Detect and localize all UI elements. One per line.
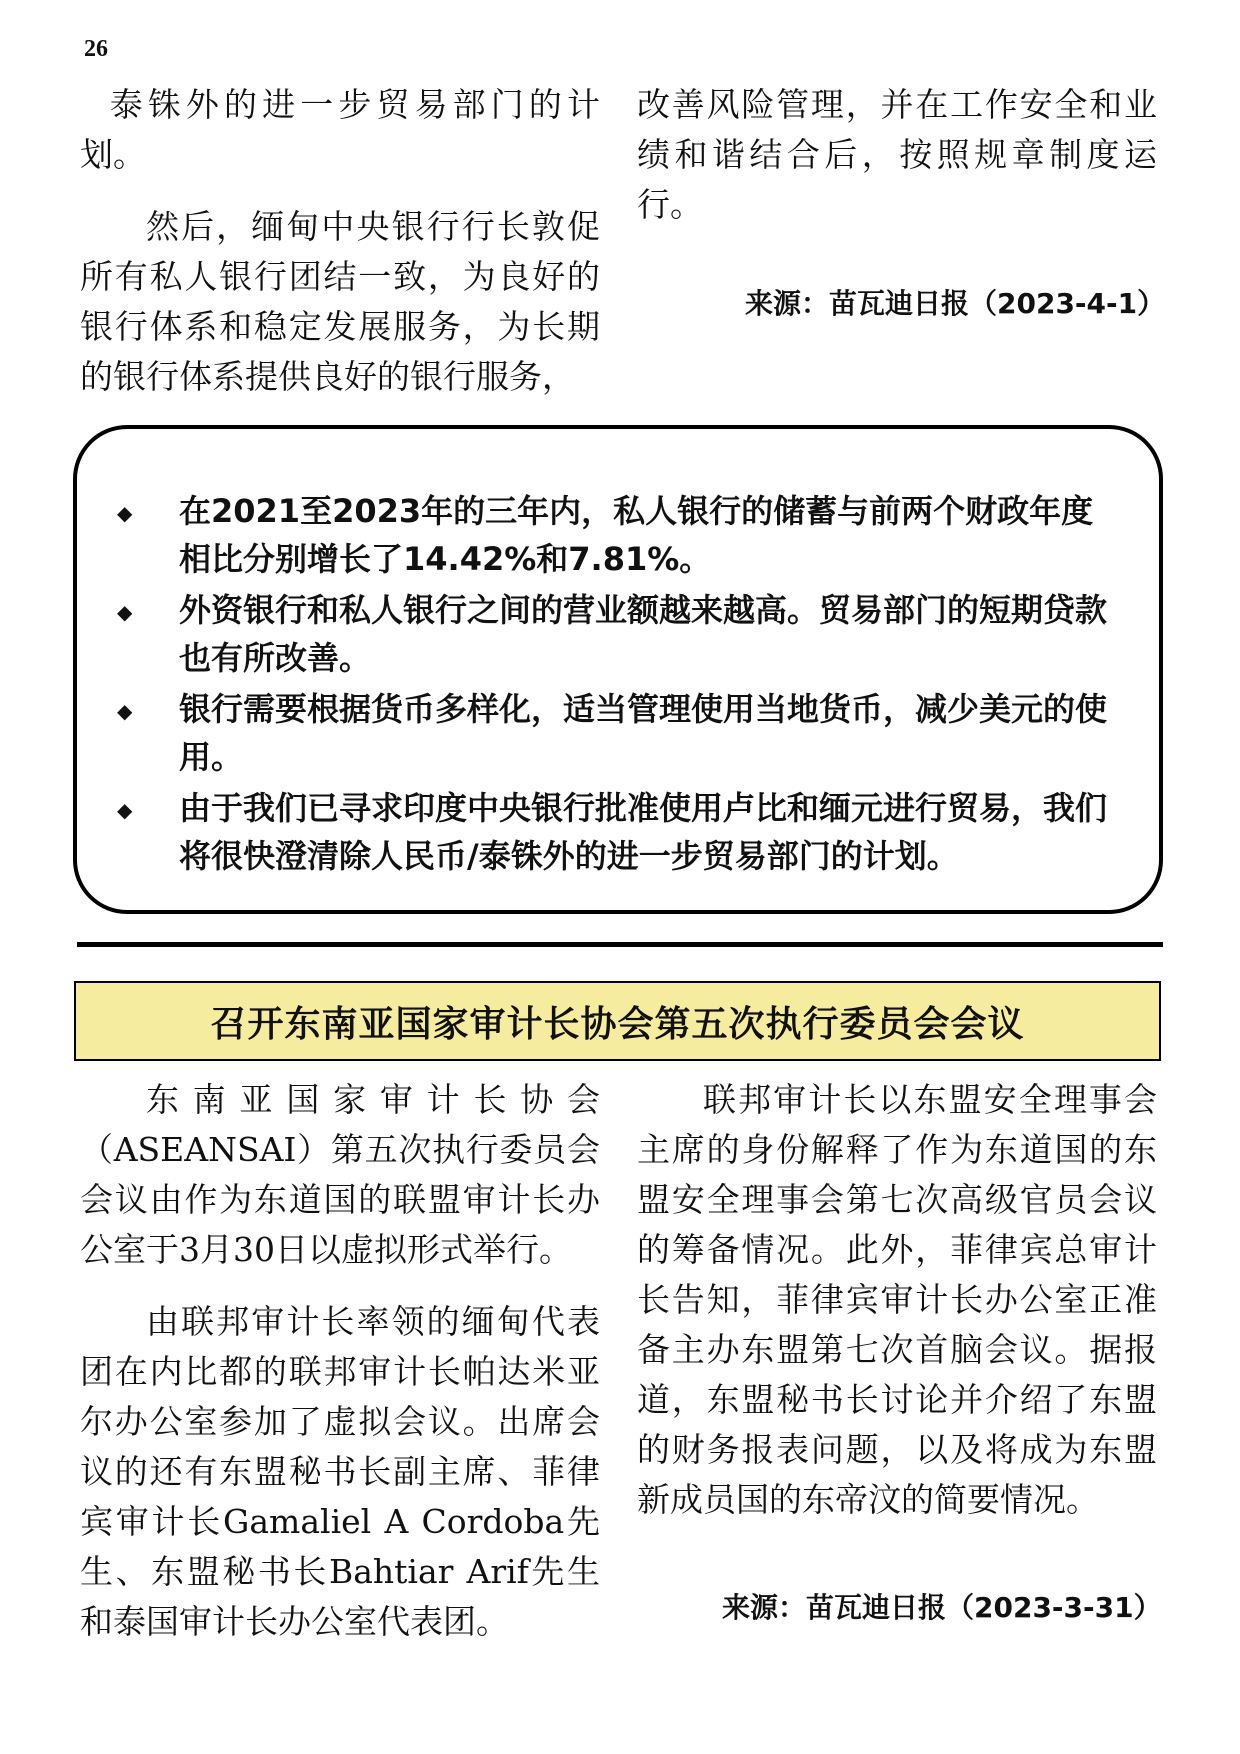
page-number: 26 [84, 36, 108, 62]
article1-paragraph: 改善风险管理，并在工作安全和业绩和谐结合后，按照规章制度运行。 [637, 85, 1157, 224]
article1-paragraph: 然后，缅甸中央银行行长敦促所有私人银行团结一致，为良好的银行体系和稳定发展服务，为长期的银行体系提供良好的银行服务， [80, 207, 600, 396]
article2-left-column [80, 1075, 600, 1669]
summary-box [73, 425, 1163, 914]
article2-source: 来源：苗瓦迪日报（2023-3-31） [722, 1591, 1162, 1624]
article1-source: 来源：苗瓦迪日报（2023-4-1） [745, 287, 1166, 320]
article1-left-column [80, 80, 600, 424]
article1-paragraph: 泰铢外的进一步贸易部门的计划。 [80, 85, 600, 174]
diamond-bullet-icon: ◆ [117, 600, 133, 624]
summary-item: ◆ 银行需要根据货币多样化，适当管理使用当地货币，减少美元的使用。 [113, 685, 1123, 781]
article1-right-column [637, 80, 1157, 252]
article2-paragraph: 联邦审计长以东盟安全理事会主席的身份解释了作为东道国的东盟安全理事会第七次高级官员会议的筹备情况。此外，菲律宾总审计长告知，菲律宾审计长办公室正准备主办东盟第七次首脑会议。据报道，东盟秘书长讨论并介绍了东盟的财务报表问题，以及将成为东盟新成员国的东帝汶的简要情况。 [637, 1080, 1157, 1519]
summary-list [113, 487, 1123, 880]
diamond-bullet-icon: ◆ [117, 501, 133, 525]
article2-headline: 召开东南亚国家审计长协会第五次执行委员会会议 [74, 981, 1161, 1061]
article2-paragraph: 东南亚国家审计长协会（ASEANSAI）第五次执行委员会会议由作为东道国的联盟审计长办公室于3月30日以虚拟形式举行。 [80, 1080, 600, 1269]
diamond-bullet-icon: ◆ [117, 699, 133, 723]
summary-item: ◆ 在2021至2023年的三年内，私人银行的储蓄与前两个财政年度相比分别增长了14.42%和7.81%。 [113, 487, 1123, 583]
summary-item: ◆ 外资银行和私人银行之间的营业额越来越高。贸易部门的短期贷款也有所改善。 [113, 586, 1123, 682]
section-divider [77, 942, 1163, 947]
article2-right-column [637, 1075, 1157, 1547]
diamond-bullet-icon: ◆ [117, 798, 133, 822]
summary-item: ◆ 由于我们已寻求印度中央银行批准使用卢比和缅元进行贸易，我们将很快澄清除人民币/泰铢外的进一步贸易部门的计划。 [113, 784, 1123, 880]
article2-paragraph: 由联邦审计长率领的缅甸代表团在内比都的联邦审计长帕达米亚尔办公室参加了虚拟会议。出席会议的还有东盟秘书长副主席、菲律宾审计长Gamaliel A Cordoba先生、东盟秘书长Bahtiar Arif先生和泰国审计长办公室代表团。 [80, 1302, 600, 1641]
